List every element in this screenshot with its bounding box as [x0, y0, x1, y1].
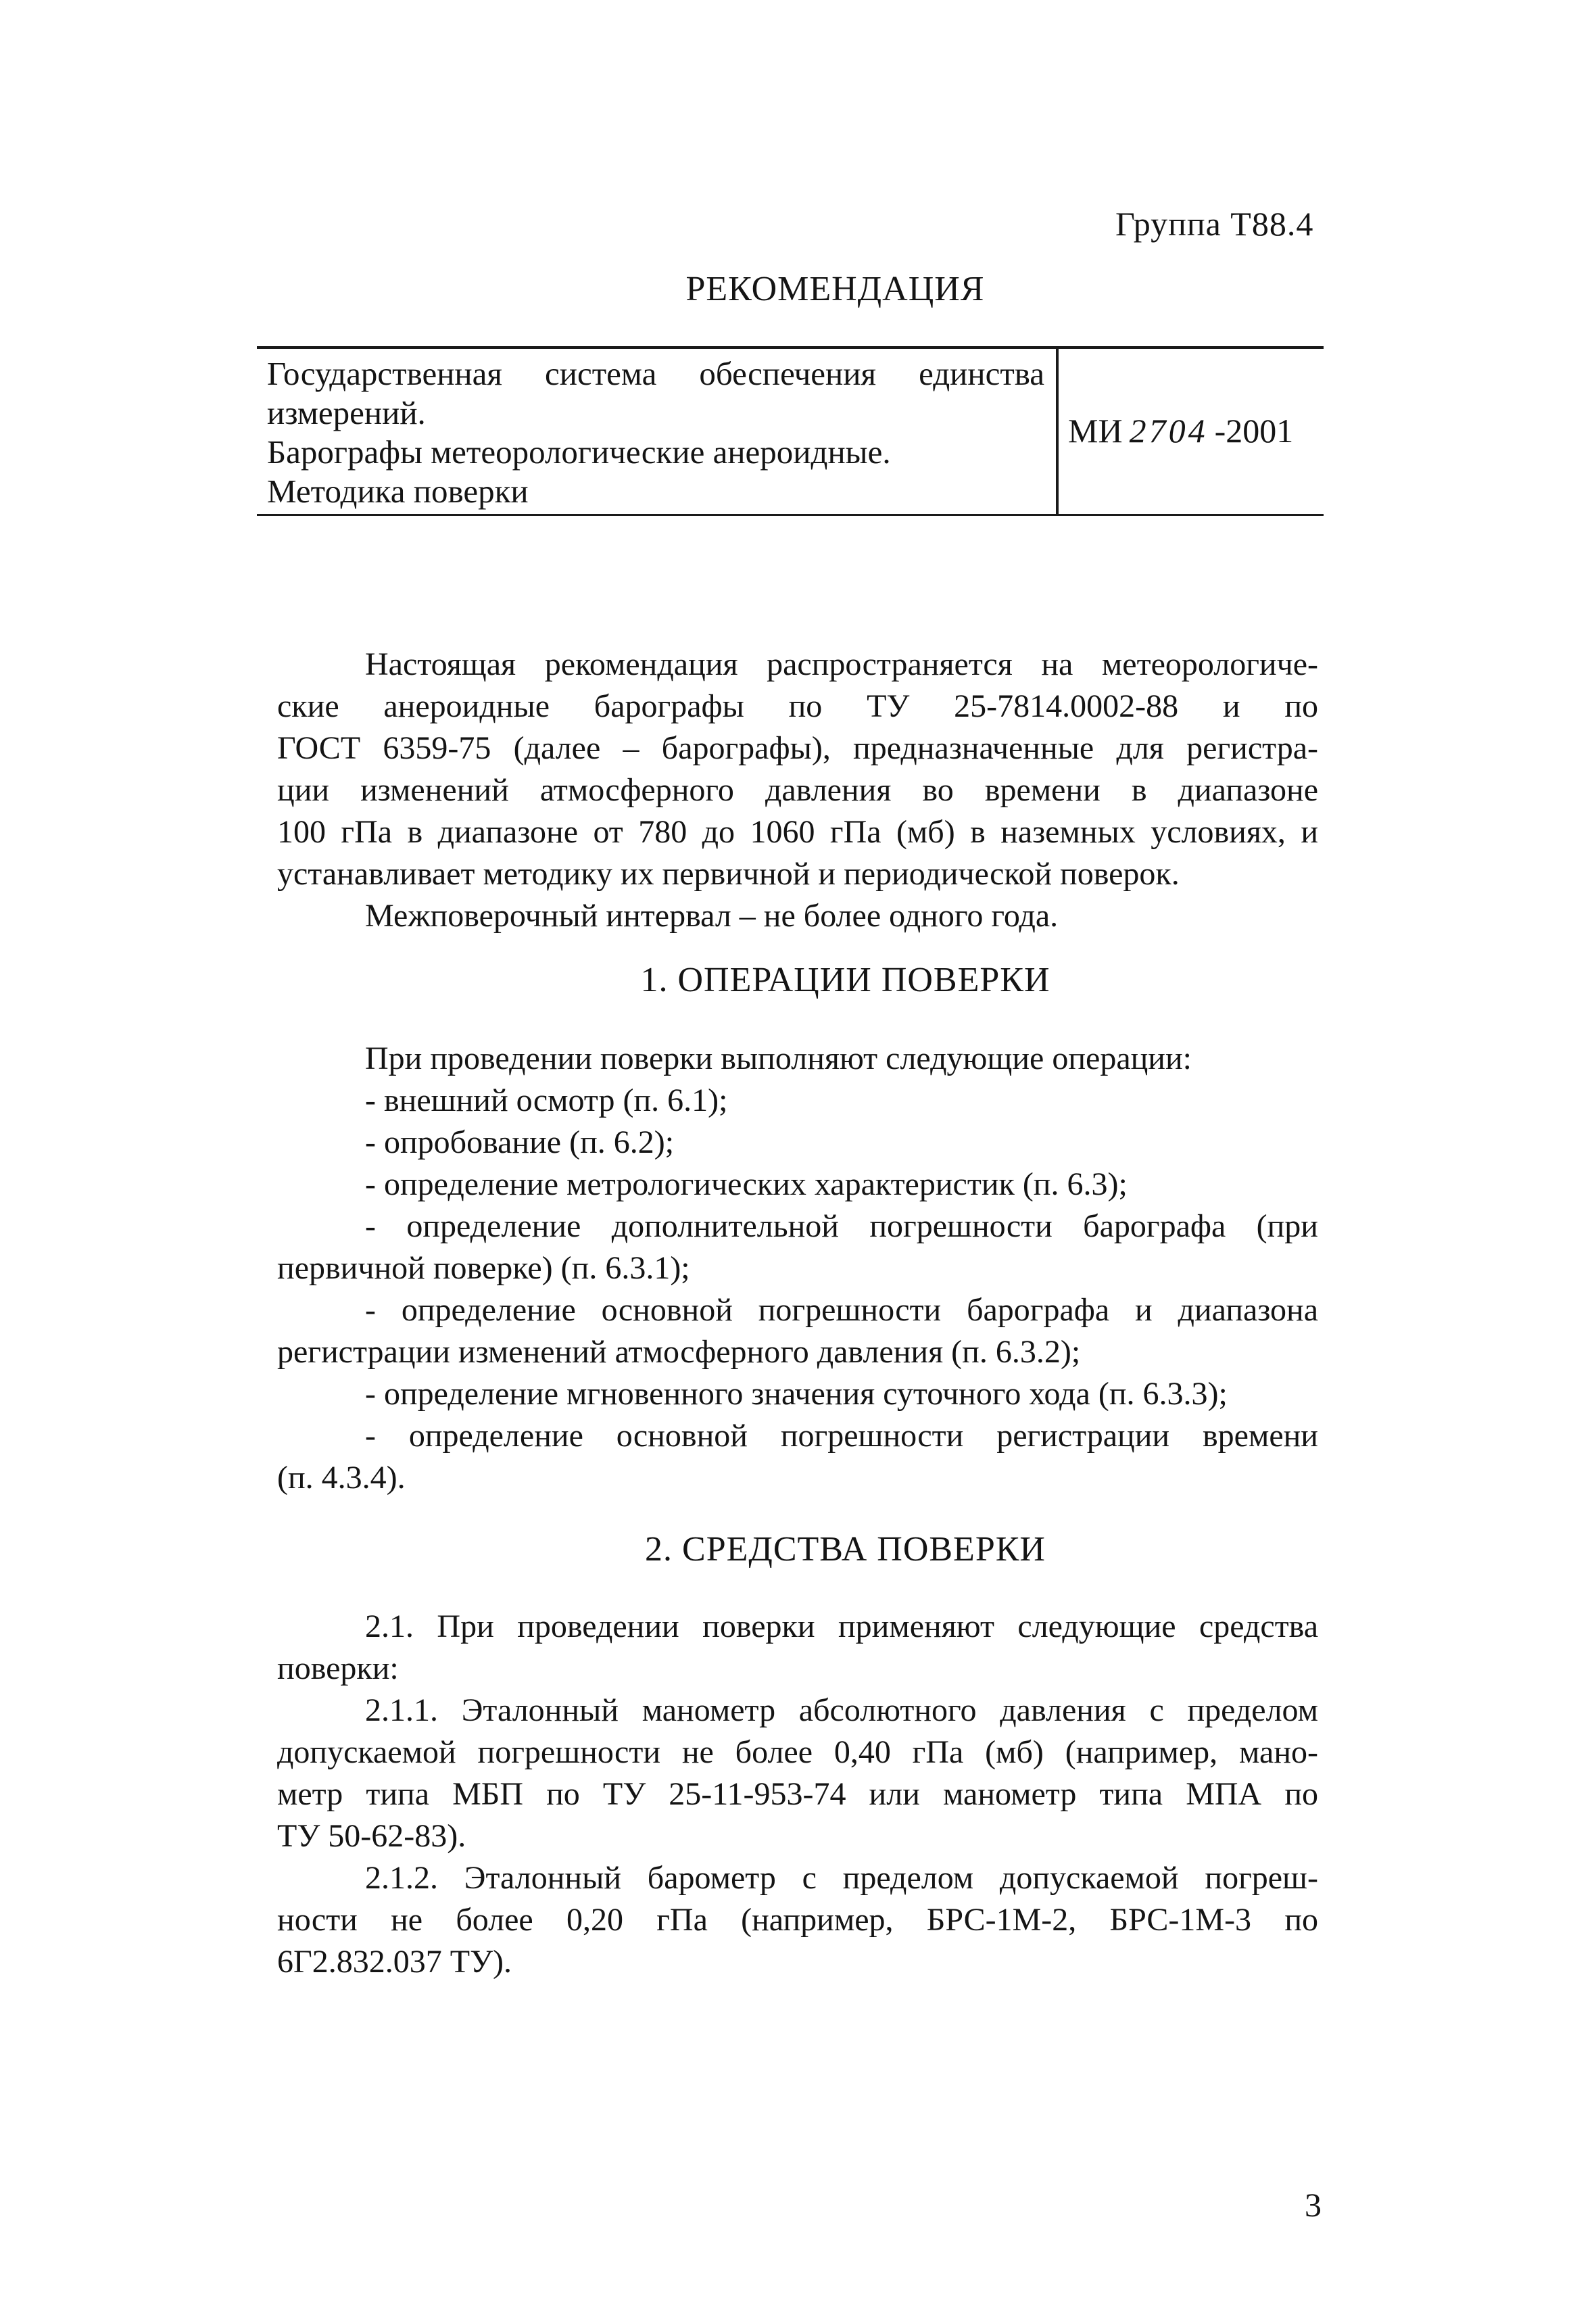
document-code — [1068, 411, 1318, 450]
intro-line-5: 100 гПа в диапазоне от 780 до 1060 гПа (мб) в наземных условиях, и — [277, 814, 1318, 850]
clause-2-1-line: поверки: — [277, 1650, 399, 1686]
document-heading: РЕКОМЕНДАЦИЯ — [685, 270, 985, 308]
operation-item: - определение мгновенного значения суточного хода (п. 6.3.3); — [365, 1376, 1228, 1412]
intro-paragraph — [277, 644, 1318, 937]
header-title-line-2: измерений. — [267, 394, 426, 431]
document-code-number: 2704 — [1129, 412, 1208, 450]
section-2-heading: 2. СРЕДСТВА ПОВЕРКИ — [645, 1530, 1046, 1569]
clause-2-1-line: 2.1. При проведении поверки применяют следующие средства — [365, 1608, 1318, 1644]
section-1-heading: 1. ОПЕРАЦИИ ПОВЕРКИ — [640, 961, 1050, 999]
section-1-body — [277, 1038, 1318, 1499]
intro-line-3: ГОСТ 6359-75 (далее – барографы), предназначенные для регистра- — [277, 730, 1318, 766]
clause-2-1-2-line: 2.1.2. Эталонный барометр с пределом допускаемой погреш- — [365, 1860, 1318, 1896]
header-title-line-4: Методика поверки — [267, 473, 529, 510]
operation-item: - определение дополнительной погрешности барографа (при — [365, 1208, 1318, 1244]
operation-item: - определение основной погрешности регистрации времени — [365, 1418, 1318, 1454]
intro-line-1: Настоящая рекомендация распространяется на метеорологиче- — [365, 646, 1318, 682]
header-rule-top — [257, 346, 1324, 349]
document-code-prefix: МИ — [1068, 412, 1123, 450]
document-code-suffix: -2001 — [1214, 412, 1294, 450]
section-1-lead: При проведении поверки выполняют следующие операции: — [365, 1041, 1192, 1076]
clause-2-1-1-line: метр типа МБП по ТУ 25-11-953-74 или манометр типа МПА по — [277, 1776, 1318, 1812]
operation-item-continuation: регистрации изменений атмосферного давления (п. 6.3.2); — [277, 1334, 1081, 1370]
intro-line-4: ции изменений атмосферного давления во времени в диапазоне — [277, 772, 1318, 808]
interval-text: Межповерочный интервал – не более одного года. — [365, 898, 1059, 934]
clause-2-1-2-line: 6Г2.832.037 ТУ). — [277, 1944, 512, 1980]
page-number: 3 — [1305, 2186, 1322, 2224]
header-divider — [1056, 346, 1059, 515]
clause-2-1-1-line: 2.1.1. Эталонный манометр абсолютного давления с пределом — [365, 1692, 1318, 1728]
operation-item: - опробование (п. 6.2); — [365, 1124, 675, 1160]
section-2-body — [277, 1606, 1318, 1983]
operation-item: - внешний осмотр (п. 6.1); — [365, 1082, 728, 1118]
header-title-line-1: Государственная система обеспечения единства — [267, 355, 1044, 392]
group-label: Группа Т88.4 — [1115, 205, 1314, 243]
intro-line-2: ские анероидные барографы по ТУ 25-7814.0002-88 и по — [277, 688, 1318, 724]
operation-item: - определение метрологических характеристик (п. 6.3); — [365, 1166, 1128, 1202]
clause-2-1-1-line: ТУ 50-62-83). — [277, 1818, 466, 1854]
operation-item: - определение основной погрешности барографа и диапазона — [365, 1292, 1318, 1328]
intro-line-6: устанавливает методику их первичной и периодической поверок. — [277, 856, 1180, 892]
header-title-line-3: Барографы метеорологические анероидные. — [267, 433, 891, 471]
clause-2-1-2-line: ности не более 0,20 гПа (например, БРС-1М-2, БРС-1М-3 по — [277, 1902, 1318, 1938]
header-title — [267, 354, 1044, 511]
header-rule-bottom — [257, 514, 1324, 516]
operation-item-continuation: первичной поверке) (п. 6.3.1); — [277, 1250, 690, 1286]
clause-2-1-1-line: допускаемой погрешности не более 0,40 гПа (мб) (например, мано- — [277, 1734, 1318, 1770]
operation-item-continuation: (п. 4.3.4). — [277, 1460, 406, 1496]
